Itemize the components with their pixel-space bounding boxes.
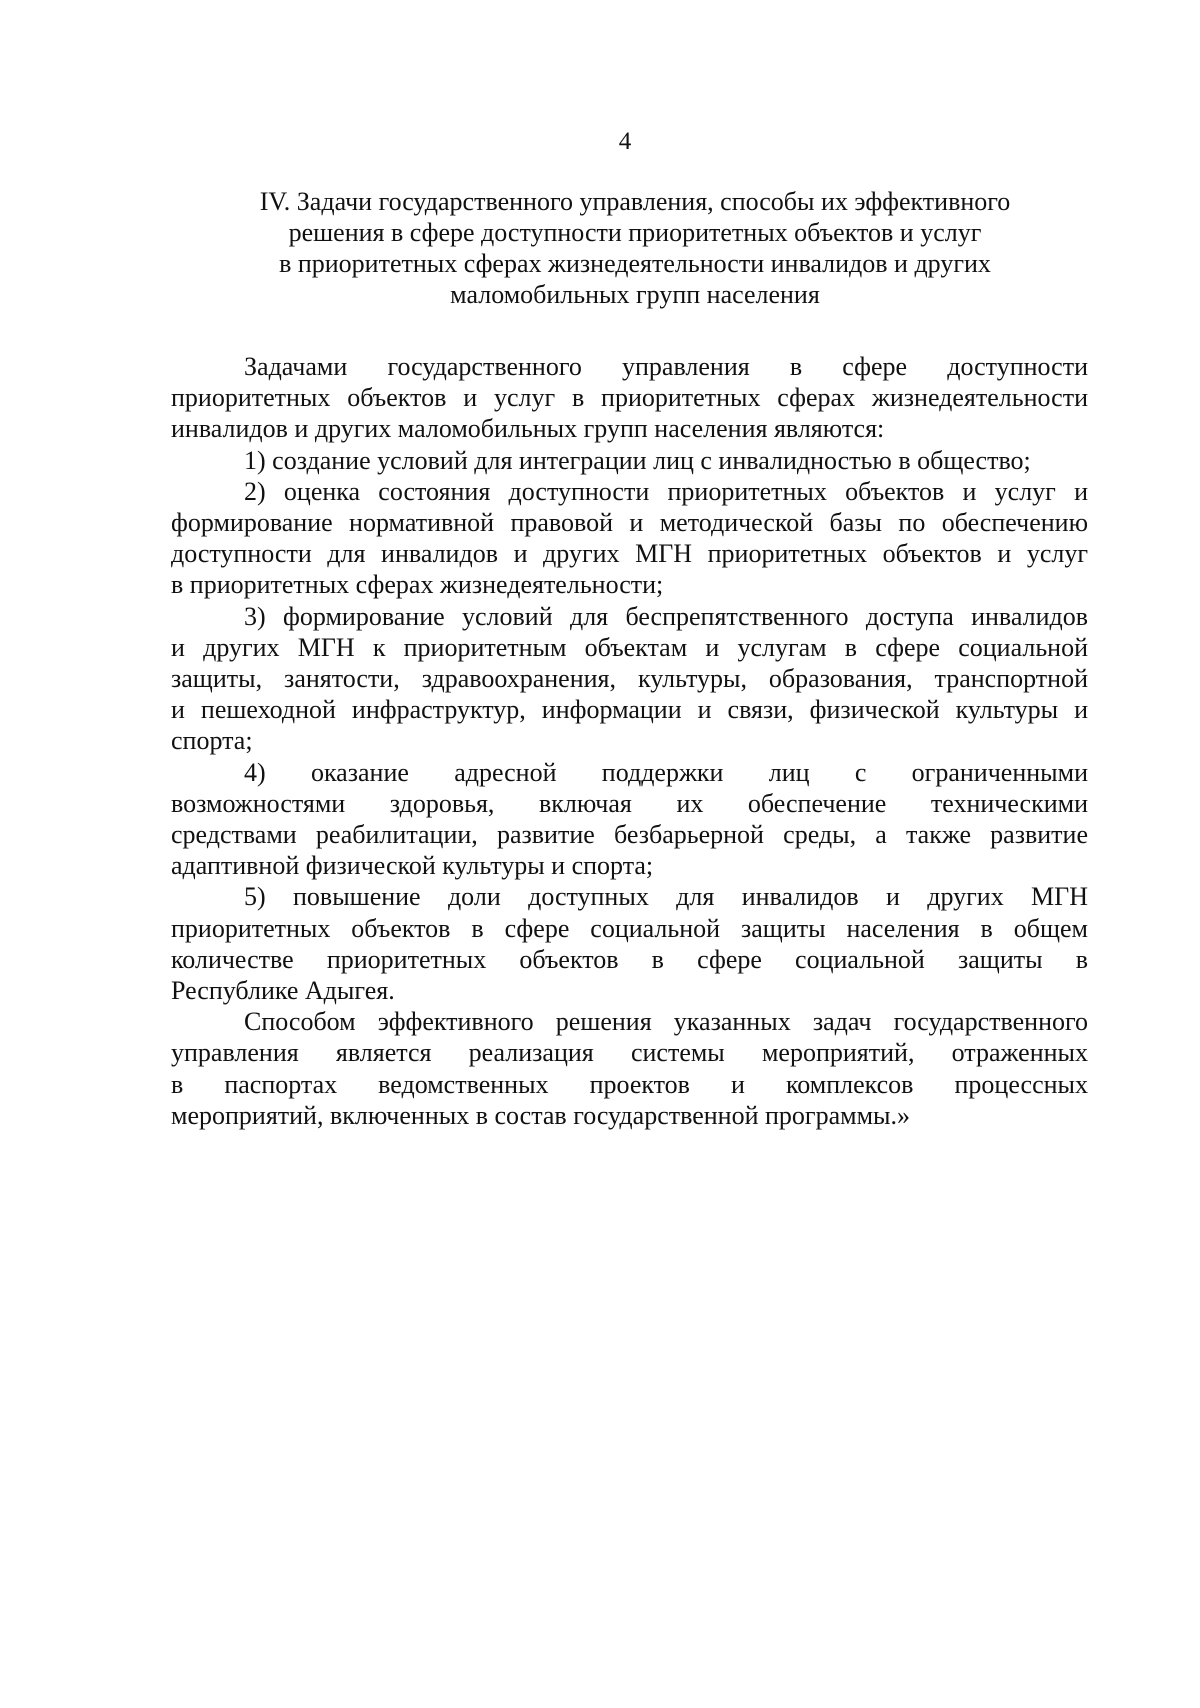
- text-line: мероприятий, включенных в состав государственной программы.»: [171, 1100, 910, 1130]
- text-line: приоритетных объектов в сфере социальной защиты населения в общем: [171, 913, 1088, 943]
- text-line: Задачами государственного управления в сфере доступности: [244, 352, 1088, 381]
- text-line: управления является реализация системы мероприятий, отраженных: [171, 1038, 1088, 1068]
- list-item-1: [171, 445, 1088, 476]
- text-line: Способом эффективного решения указанных задач государственного: [244, 1007, 1088, 1037]
- text-line: 5) повышение доли доступных для инвалидов и других МГН: [244, 882, 1088, 912]
- list-item-5: [171, 881, 1088, 1006]
- text-line: 4) оказание адресной поддержки лиц с ограниченными: [244, 757, 1088, 787]
- section-title-line: IV. Задачи государственного управления, способы их эффективного: [259, 187, 1011, 216]
- section-title-line: маломобильных групп населения: [450, 280, 820, 309]
- text-line: 3) формирование условий для беспрепятственного доступа инвалидов: [244, 601, 1088, 631]
- text-line: адаптивной физической культуры и спорта;: [171, 851, 654, 881]
- text-line: инвалидов и других маломобильных групп населения являются:: [171, 414, 885, 444]
- text-line: защиты, занятости, здравоохранения, культуры, образования, транспортной: [171, 664, 1088, 694]
- section-title-line: решения в сфере доступности приоритетных объектов и услуг: [288, 218, 982, 247]
- body-text: [171, 351, 1088, 1131]
- closing-paragraph: [171, 1006, 1088, 1131]
- text-line: количестве приоритетных объектов в сфере социальной защиты в: [171, 944, 1088, 974]
- section-title: [215, 186, 1055, 310]
- text-line: в приоритетных сферах жизнедеятельности;: [171, 570, 664, 600]
- text-line: приоритетных объектов и услуг в приоритетных сферах жизнедеятельности: [171, 383, 1088, 413]
- page-number: 4: [618, 128, 632, 155]
- text-line: и других МГН к приоритетным объектам и услугам в сфере социальной: [171, 632, 1088, 662]
- text-line: доступности для инвалидов и других МГН приоритетных объектов и услуг: [171, 539, 1088, 569]
- text-line: и пешеходной инфраструктур, информации и связи, физической культуры и: [171, 695, 1088, 725]
- section-title-line: в приоритетных сферах жизнедеятельности инвалидов и других: [279, 249, 991, 278]
- text-line: в паспортах ведомственных проектов и комплексов процессных: [171, 1069, 1088, 1099]
- list-item-3: [171, 601, 1088, 757]
- text-line: формирование нормативной правовой и методической базы по обеспечению: [171, 508, 1088, 538]
- text-line: средствами реабилитации, развитие безбарьерной среды, а также развитие: [171, 820, 1088, 850]
- text-line: спорта;: [171, 726, 253, 756]
- list-item-4: [171, 757, 1088, 882]
- text-line: возможностями здоровья, включая их обеспечение техническими: [171, 788, 1088, 818]
- text-line: 2) оценка состояния доступности приоритетных объектов и услуг и: [244, 476, 1088, 506]
- intro-paragraph: [171, 351, 1088, 445]
- list-item-2: [171, 476, 1088, 601]
- text-line: Республике Адыгея.: [171, 976, 395, 1006]
- text-line: 1) создание условий для интеграции лиц с инвалидностью в общество;: [244, 445, 1031, 475]
